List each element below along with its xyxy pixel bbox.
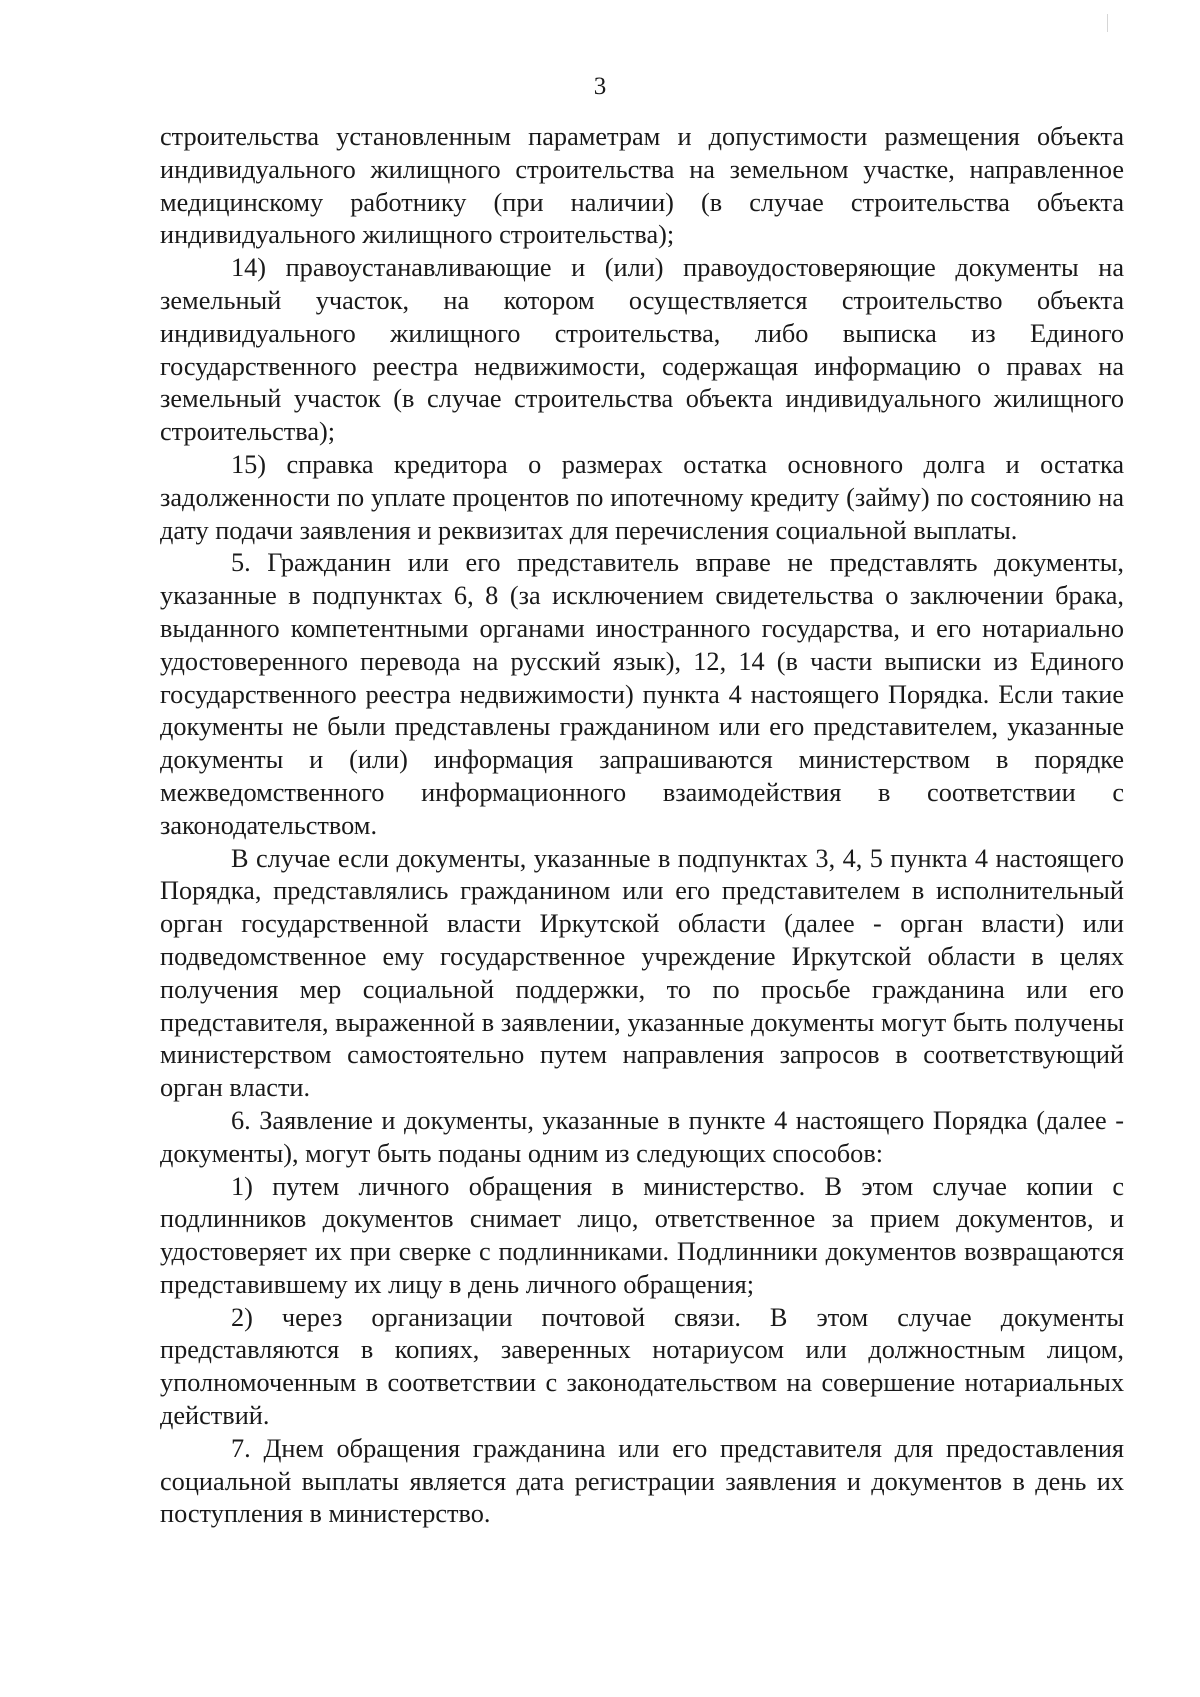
paragraph-item-15: 15) справка кредитора о размерах остатка основного долга и остатка задолженности по уплате процентов по ипотечному кредиту (займу) по состоянию на дату подачи заявления и реквизитах для перечисления социальной выплаты. [160,449,1124,545]
document-body [160,121,1124,1531]
scan-artifact-mark [1107,14,1108,32]
paragraph-clause-5-continued: В случае если документы, указанные в подпунктах 3, 4, 5 пункта 4 настоящего Порядка, представлялись гражданином или его представителем в исполнительный орган государственной власти Иркутской области (далее - орган власти) или подведомственное ему государственное учреждение Иркутской области в целях получения мер социальной поддержки, то по просьбе гражданина или его представителя, выраженной в заявлении, указанные документы могут быть получены министерством самостоятельно путем направления запросов в соответствующий орган власти. [160,843,1124,1103]
paragraph-method-1: 1) путем личного обращения в министерство. В этом случае копии с подлинников документов снимает лицо, ответственное за прием документов, и удостоверяет их при сверке с подлинниками. Подлинники документов возвращаются представившему их лицу в день личного обращения; [160,1171,1124,1299]
paragraph-clause-7: 7. Днем обращения гражданина или его представителя для предоставления социальной выплаты является дата регистрации заявления и документов в день их поступления в министерство. [160,1433,1124,1529]
paragraph-method-2: 2) через организации почтовой связи. В этом случае документы представляются в копиях, заверенных нотариусом или должностным лицом, уполномоченным в соответствии с законодательством на совершение нотариальных действий. [160,1302,1124,1431]
paragraph-clause-5: 5. Гражданин или его представитель вправе не представлять документы, указанные в подпунктах 6, 8 (за исключением свидетельства о заключении брака, выданного компетентными органами иностранного государства, и его нотариально удостоверенного перевода на русский язык), 12, 14 (в части выписки из Единого государственного реестра недвижимости) пункта 4 настоящего Порядка. Если такие документы не были представлены гражданином или его представителем, указанные документы и (или) информация запрашиваются министерством в порядке межведомственного информационного взаимодействия в соответствии с законодательством. [160,548,1124,840]
paragraph-continuation: строительства установленным параметрам и допустимости размещения объекта индивидуального жилищного строительства на земельном участке, направленное медицинскому работнику (при наличии) (в случае строительства объекта индивидуального жилищного строительства); [160,122,1124,250]
paragraph-clause-6: 6. Заявление и документы, указанные в пункте 4 настоящего Порядка (далее - документы), могут быть поданы одним из следующих способов: [160,1105,1124,1168]
page-number: 3 [593,73,607,100]
paragraph-item-14: 14) правоустанавливающие и (или) правоудостоверяющие документы на земельный участок, на котором осуществляется строительство объекта индивидуального жилищного строительства, либо выписка из Единого государственного реестра недвижимости, содержащая информацию о правах на земельный участок (в случае строительства объекта индивидуального жилищного строительства); [160,253,1124,447]
